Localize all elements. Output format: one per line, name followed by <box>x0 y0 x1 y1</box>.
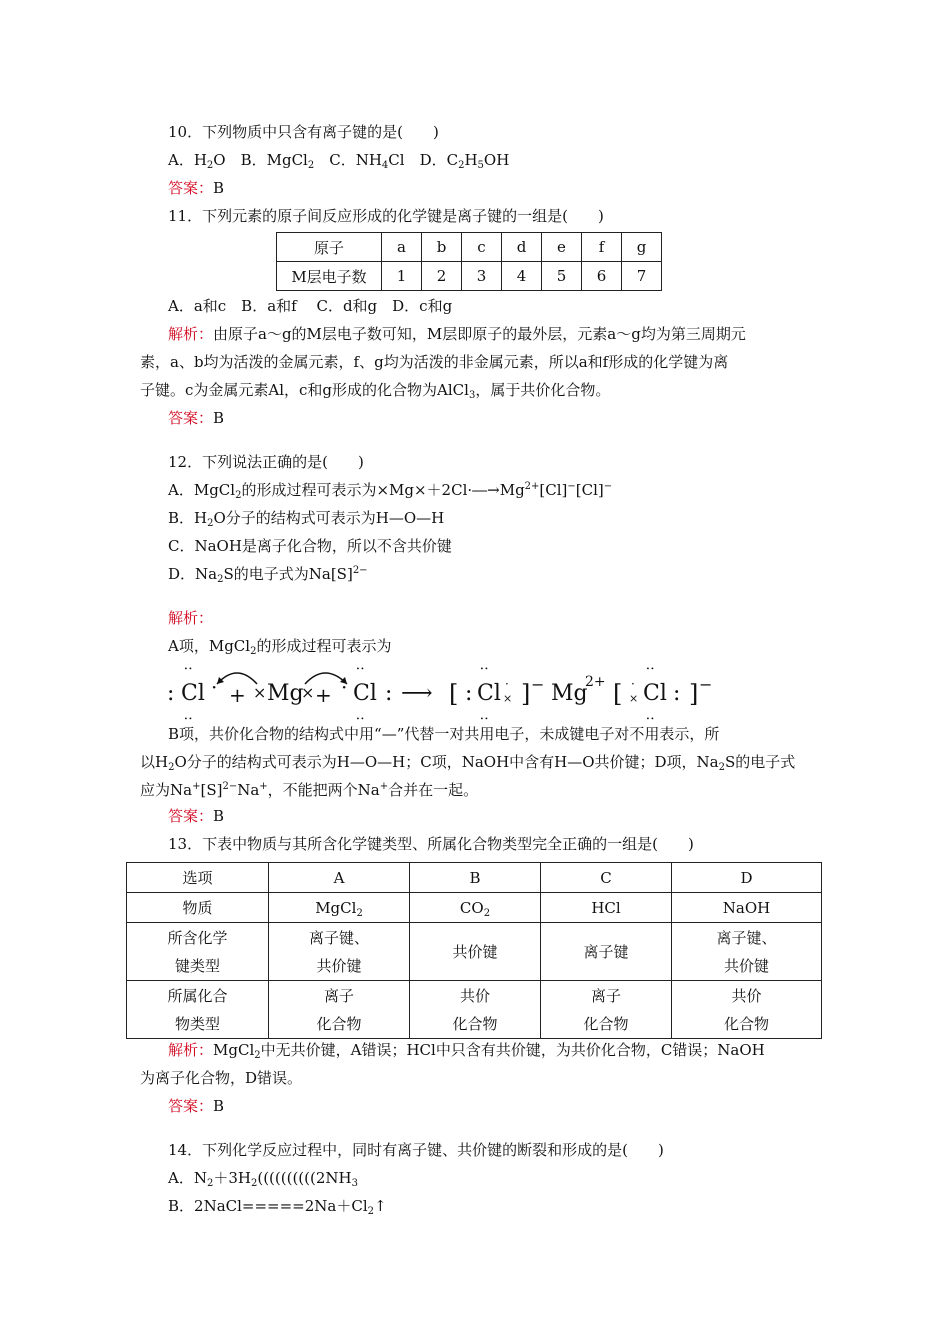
svg-text:−: − <box>531 675 545 694</box>
q11-answer: 答案：B <box>168 409 225 427</box>
svg-text:+: + <box>315 683 332 707</box>
analysis-label: 解析： <box>168 325 214 343</box>
q14-option-a: A．$N_2+3H_2((((((((((2NH_3$ <box>168 1169 358 1189</box>
reaction-arrow: ⟶ <box>401 681 433 706</box>
answer-label: 答案： <box>168 409 214 427</box>
q13-stem: 13．下表中物质与其所含化学键类型、所属化合物类型完全正确的一组是( ) <box>168 835 694 853</box>
svg-text::: : <box>353 666 369 671</box>
q11-stem: 11．下列元素的原子间反应形成的化学键是离子键的一组是( ) <box>168 207 604 225</box>
svg-text:×: × <box>629 692 639 705</box>
q10-answer: 答案：B <box>168 179 225 197</box>
svg-text::: : <box>181 716 197 721</box>
q11-options: A．a和c B．a和f C．d和g D．c和g <box>168 297 453 315</box>
q12-analysis-b-2: 以$H_2O$分子的结构式可表示为H—O—H；C项，NaOH中含有H—O共价键；D项，$Na_2S$的电子式 <box>140 753 796 773</box>
svg-text:]: ] <box>689 680 699 708</box>
q11-analysis-3: 子键。c为金属元素Al，c和g形成的化合物为AlCl$_3$，属于共价化合物。 <box>140 381 611 401</box>
svg-text:×: × <box>503 692 513 705</box>
q12-option-d: D．$Na_2S$的电子式为$Na[S]^{2-}$ <box>168 565 368 585</box>
svg-text::: : <box>353 716 369 721</box>
q12-analysis-label: 解析： <box>168 609 214 627</box>
answer-label: 答案： <box>168 179 214 197</box>
svg-text::: : <box>643 666 659 671</box>
q10-stem: 10．下列物质中只含有离子键的是( ) <box>168 123 439 141</box>
svg-text:]: ] <box>521 680 531 708</box>
svg-text::: : <box>673 681 681 706</box>
svg-text::: : <box>465 681 473 706</box>
colon-dots: : <box>167 681 175 706</box>
svg-text:+: + <box>229 683 246 707</box>
cl-ion-1: Cl <box>477 681 501 706</box>
q12-option-b: B．$H_2O$分子的结构式可表示为H—O—H <box>168 509 445 529</box>
q12-analysis-a: A项，MgCl$_2$的形成过程可表示为 <box>168 637 392 657</box>
q13-analysis-2: 为离子化合物，D错误。 <box>140 1069 303 1087</box>
q12-answer: 答案：B <box>168 807 225 825</box>
q11-analysis-2: 素，a、b均为活泼的金属元素，f、g均为活泼的非金属元素，所以a和f形成的化学键为离 <box>140 353 729 371</box>
q14-option-b: B．$2NaCl=====2Na+Cl_2↑$ <box>168 1197 387 1217</box>
svg-text:·: · <box>631 677 635 691</box>
mgcl2-formation-diagram <box>165 662 745 728</box>
q12-option-c: C．NaOH是离子化合物，所以不含共价键 <box>168 537 452 555</box>
svg-text:×: × <box>301 683 315 702</box>
svg-text:2+: 2+ <box>585 674 606 690</box>
q12-analysis-b-1: B项，共价化合物的结构式中用“—”代替一对共用电子，未成键电子对不用表示，所 <box>168 725 720 743</box>
svg-text::: : <box>643 716 659 721</box>
q11-electron-table: 原子 a b c d e f g M层电子数 1 2 3 4 5 6 7 <box>276 232 662 291</box>
mg-ion: Mg <box>551 681 588 706</box>
cl-atom-2: Cl <box>353 681 377 706</box>
answer-label: 答案： <box>168 1097 214 1115</box>
q14-stem: 14．下列化学反应过程中，同时有离子键、共价键的断裂和形成的是( ) <box>168 1141 664 1159</box>
svg-text:[: [ <box>449 680 459 708</box>
svg-text:·: · <box>211 675 218 699</box>
q12-stem: 12．下列说法正确的是( ) <box>168 453 364 471</box>
svg-text::: : <box>477 666 493 671</box>
svg-text::: : <box>477 716 493 721</box>
mg-atom: Mg <box>267 681 304 706</box>
analysis-label: 解析： <box>168 1041 214 1059</box>
q12-option-a: A．MgCl$_2$的形成过程可表示为$\times Mg\times+2Cl\cdot―\to Mg^{2+}[Cl]^-[Cl]^-$ <box>168 481 613 501</box>
svg-text::: : <box>181 666 197 671</box>
svg-text:·: · <box>505 677 509 691</box>
cl-atom-1: Cl <box>181 681 205 706</box>
answer-label: 答案： <box>168 807 214 825</box>
q13-analysis-1: 解析：MgCl$_2$中无共价键，A错误；HCl中只含有共价键，为共价化合物，C错误；NaOH <box>168 1041 765 1061</box>
cl-ion-2: Cl <box>643 681 667 706</box>
svg-text:[: [ <box>613 680 623 708</box>
svg-text::: : <box>385 681 393 706</box>
q13-answer: 答案：B <box>168 1097 225 1115</box>
q11-analysis-1: 解析：由原子a～g的M层电子数可知，M层即原子的最外层，元素a～g均为第三周期元 <box>168 325 746 343</box>
svg-text:−: − <box>699 675 713 694</box>
q12-analysis-b-3: 应为$Na^+[S]^{2-}Na^+$，不能把两个Na+合并在一起。 <box>140 781 479 799</box>
svg-text:·: · <box>341 675 348 699</box>
q10-options: A．$H_2O$ B．MgCl$_2$ C．$NH_4Cl$ D．$C_2H_5OH$ <box>168 151 510 171</box>
svg-text:×: × <box>253 683 267 702</box>
q13-bond-table: 选项 A B C D 物质 MgCl$_2$ $CO_2$ HCl NaOH 所含化学 键类型 离子键、 共价键 共价键 离子键 离子键、 共价键 所属化合 物类型 离子 化合物 共价 化合物 离子 化合物 共价 化合物 <box>126 862 822 1039</box>
